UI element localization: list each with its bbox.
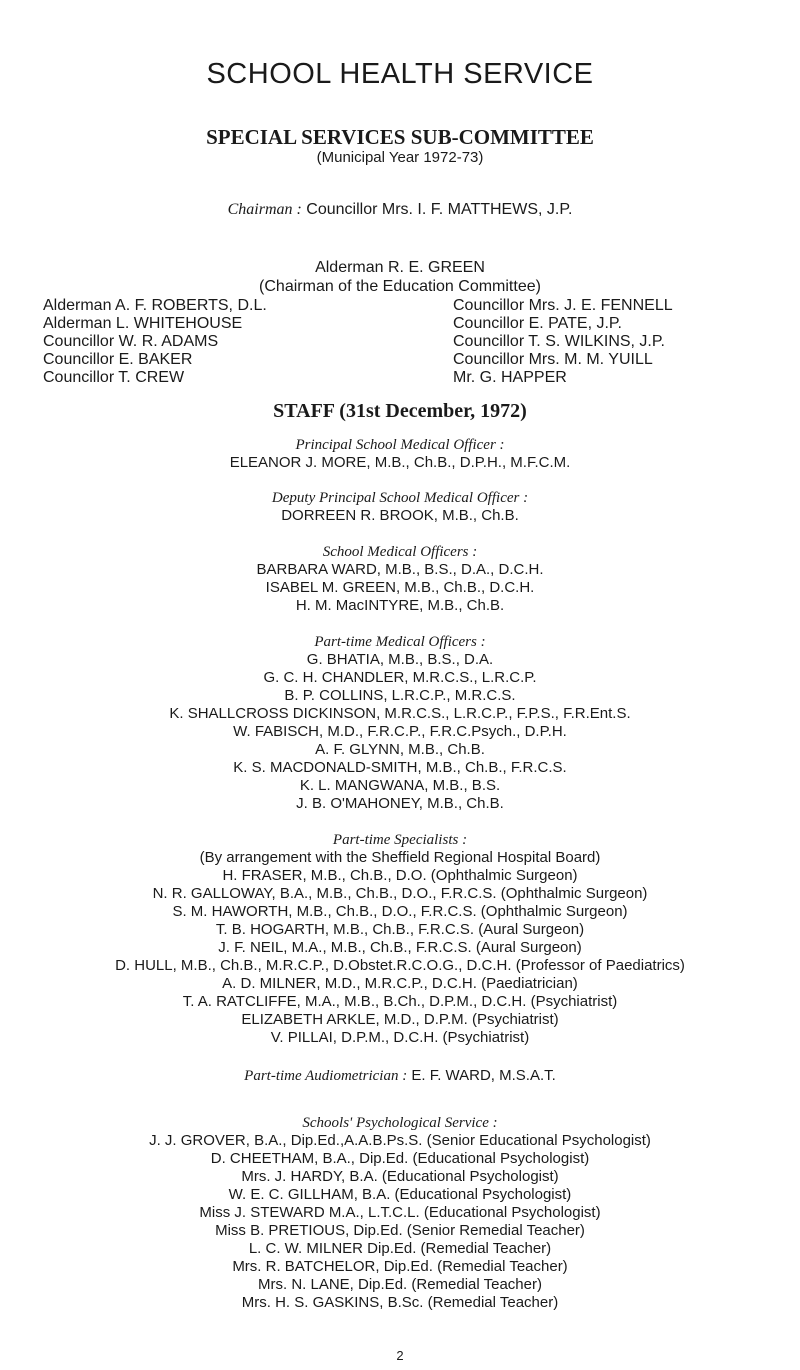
staff-entry: Mrs. R. BATCHELOR, Dip.Ed. (Remedial Teacher) bbox=[232, 1258, 568, 1275]
staff-entry: ELEANOR J. MORE, M.B., Ch.B., D.P.H., M.F.C.M. bbox=[229, 454, 571, 471]
section-deputy bbox=[0, 489, 800, 525]
section-heading: Principal School Medical Officer : bbox=[295, 437, 505, 453]
staff-entry: D. HULL, M.B., Ch.B., M.R.C.P., D.Obstet.R.C.O.G., D.C.H. (Professor of Paediatrics) bbox=[115, 957, 685, 974]
staff-entry: G. C. H. CHANDLER, M.R.C.S., L.R.C.P. bbox=[263, 669, 537, 686]
section-principal bbox=[0, 436, 800, 472]
staff-entry: K. S. MACDONALD-SMITH, M.B., Ch.B., F.R.C.S. bbox=[233, 759, 567, 776]
section-heading: Deputy Principal School Medical Officer : bbox=[271, 490, 529, 506]
page-number: 2 bbox=[396, 1348, 404, 1363]
alderman-name: Alderman R. E. GREEN bbox=[315, 259, 485, 276]
staff-entry: S. M. HAWORTH, M.B., Ch.B., D.O., F.R.C.S. (Ophthalmic Surgeon) bbox=[172, 903, 628, 920]
staff-entry: T. B. HOGARTH, M.B., Ch.B., F.R.C.S. (Aural Surgeon) bbox=[215, 921, 585, 938]
member: Councillor T. CREW bbox=[43, 369, 185, 386]
page-title: SCHOOL HEALTH SERVICE bbox=[206, 58, 594, 90]
staff-entry: B. P. COLLINS, L.R.C.P., M.R.C.S. bbox=[284, 687, 516, 704]
members-left-column bbox=[43, 297, 267, 387]
staff-entry: D. CHEETHAM, B.A., Dip.Ed. (Educational Psychologist) bbox=[210, 1150, 590, 1167]
section-school-medical-officers bbox=[0, 543, 800, 615]
section-heading: School Medical Officers : bbox=[322, 544, 478, 560]
staff-entry: H. M. MacINTYRE, M.B., Ch.B. bbox=[295, 597, 505, 614]
chairman-role: Chairman : bbox=[227, 201, 302, 218]
staff-entry: Mrs. H. S. GASKINS, B.Sc. (Remedial Teacher) bbox=[241, 1294, 559, 1311]
staff-entry: Mrs. N. LANE, Dip.Ed. (Remedial Teacher) bbox=[258, 1276, 542, 1293]
member: Alderman A. F. ROBERTS, D.L. bbox=[43, 297, 267, 314]
section-audiometrician bbox=[0, 1067, 800, 1085]
section-note: (By arrangement with the Sheffield Regional Hospital Board) bbox=[199, 849, 601, 866]
staff-entry: L. C. W. MILNER Dip.Ed. (Remedial Teacher) bbox=[248, 1240, 552, 1257]
section-heading: Part-time Audiometrician : bbox=[244, 1068, 408, 1084]
member: Mr. G. HAPPER bbox=[453, 369, 567, 386]
member: Councillor Mrs. M. M. YUILL bbox=[453, 351, 653, 368]
staff-entry: K. SHALLCROSS DICKINSON, M.R.C.S., L.R.C.P., F.P.S., F.R.Ent.S. bbox=[169, 705, 631, 722]
staff-entry: J. F. NEIL, M.A., M.B., Ch.B., F.R.C.S. (Aural Surgeon) bbox=[218, 939, 582, 956]
staff-entry: H. FRASER, M.B., Ch.B., D.O. (Ophthalmic Surgeon) bbox=[222, 867, 578, 884]
chairman-line bbox=[0, 201, 800, 219]
staff-entry: V. PILLAI, D.P.M., D.C.H. (Psychiatrist) bbox=[270, 1029, 530, 1046]
section-heading: Schools' Psychological Service : bbox=[302, 1115, 498, 1131]
staff-entry: J. B. O'MAHONEY, M.B., Ch.B. bbox=[296, 795, 504, 812]
committee-name: SPECIAL SERVICES SUB-COMMITTEE bbox=[206, 125, 594, 149]
chairman-name: Councillor Mrs. I. F. MATTHEWS, J.P. bbox=[306, 201, 573, 218]
staff-entry: ELIZABETH ARKLE, M.D., D.P.M. (Psychiatrist) bbox=[241, 1011, 559, 1028]
section-part-time-specialists bbox=[0, 831, 800, 1047]
staff-entry: A. D. MILNER, M.D., M.R.C.P., D.C.H. (Paediatrician) bbox=[222, 975, 578, 992]
staff-entry: Miss B. PRETIOUS, Dip.Ed. (Senior Remedial Teacher) bbox=[215, 1222, 585, 1239]
member: Councillor W. R. ADAMS bbox=[43, 333, 219, 350]
staff-entry: BARBARA WARD, M.B., B.S., D.A., D.C.H. bbox=[256, 561, 544, 578]
staff-entry: Miss J. STEWARD M.A., L.T.C.L. (Educational Psychologist) bbox=[199, 1204, 601, 1221]
staff-entry: G. BHATIA, M.B., B.S., D.A. bbox=[306, 651, 494, 668]
member: Councillor T. S. WILKINS, J.P. bbox=[453, 333, 665, 350]
staff-entry: T. A. RATCLIFFE, M.A., M.B., B.Ch., D.P.M., D.C.H. (Psychiatrist) bbox=[182, 993, 618, 1010]
staff-entry: W. E. C. GILLHAM, B.A. (Educational Psychologist) bbox=[228, 1186, 572, 1203]
staff-entry: A. F. GLYNN, M.B., Ch.B. bbox=[315, 741, 485, 758]
section-heading: Part-time Medical Officers : bbox=[314, 634, 486, 650]
section-psychological-service bbox=[0, 1114, 800, 1312]
staff-entry: N. R. GALLOWAY, B.A., M.B., Ch.B., D.O., F.R.C.S. (Ophthalmic Surgeon) bbox=[152, 885, 648, 902]
section-part-time-medical-officers bbox=[0, 633, 800, 813]
alderman-block bbox=[0, 258, 800, 296]
municipal-year: (Municipal Year 1972-73) bbox=[316, 149, 484, 166]
staff-entry: J. J. GROVER, B.A., Dip.Ed.,A.A.B.Ps.S. (Senior Educational Psychologist) bbox=[149, 1132, 651, 1149]
staff-heading: STAFF (31st December, 1972) bbox=[273, 400, 527, 422]
staff-entry: K. L. MANGWANA, M.B., B.S. bbox=[299, 777, 501, 794]
alderman-note: (Chairman of the Education Committee) bbox=[259, 278, 541, 295]
member: Councillor Mrs. J. E. FENNELL bbox=[453, 297, 673, 314]
staff-entry: DORREEN R. BROOK, M.B., Ch.B. bbox=[281, 507, 519, 524]
staff-entry: E. F. WARD, M.S.A.T. bbox=[411, 1067, 556, 1084]
member: Alderman L. WHITEHOUSE bbox=[43, 315, 243, 332]
staff-entry: ISABEL M. GREEN, M.B., Ch.B., D.C.H. bbox=[265, 579, 535, 596]
member: Councillor E. PATE, J.P. bbox=[453, 315, 622, 332]
staff-entry: W. FABISCH, M.D., F.R.C.P., F.R.C.Psych., D.P.H. bbox=[233, 723, 567, 740]
staff-entry: Mrs. J. HARDY, B.A. (Educational Psychologist) bbox=[241, 1168, 559, 1185]
section-heading: Part-time Specialists : bbox=[332, 832, 468, 848]
members-right-column bbox=[453, 297, 673, 387]
member: Councillor E. BAKER bbox=[43, 351, 193, 368]
